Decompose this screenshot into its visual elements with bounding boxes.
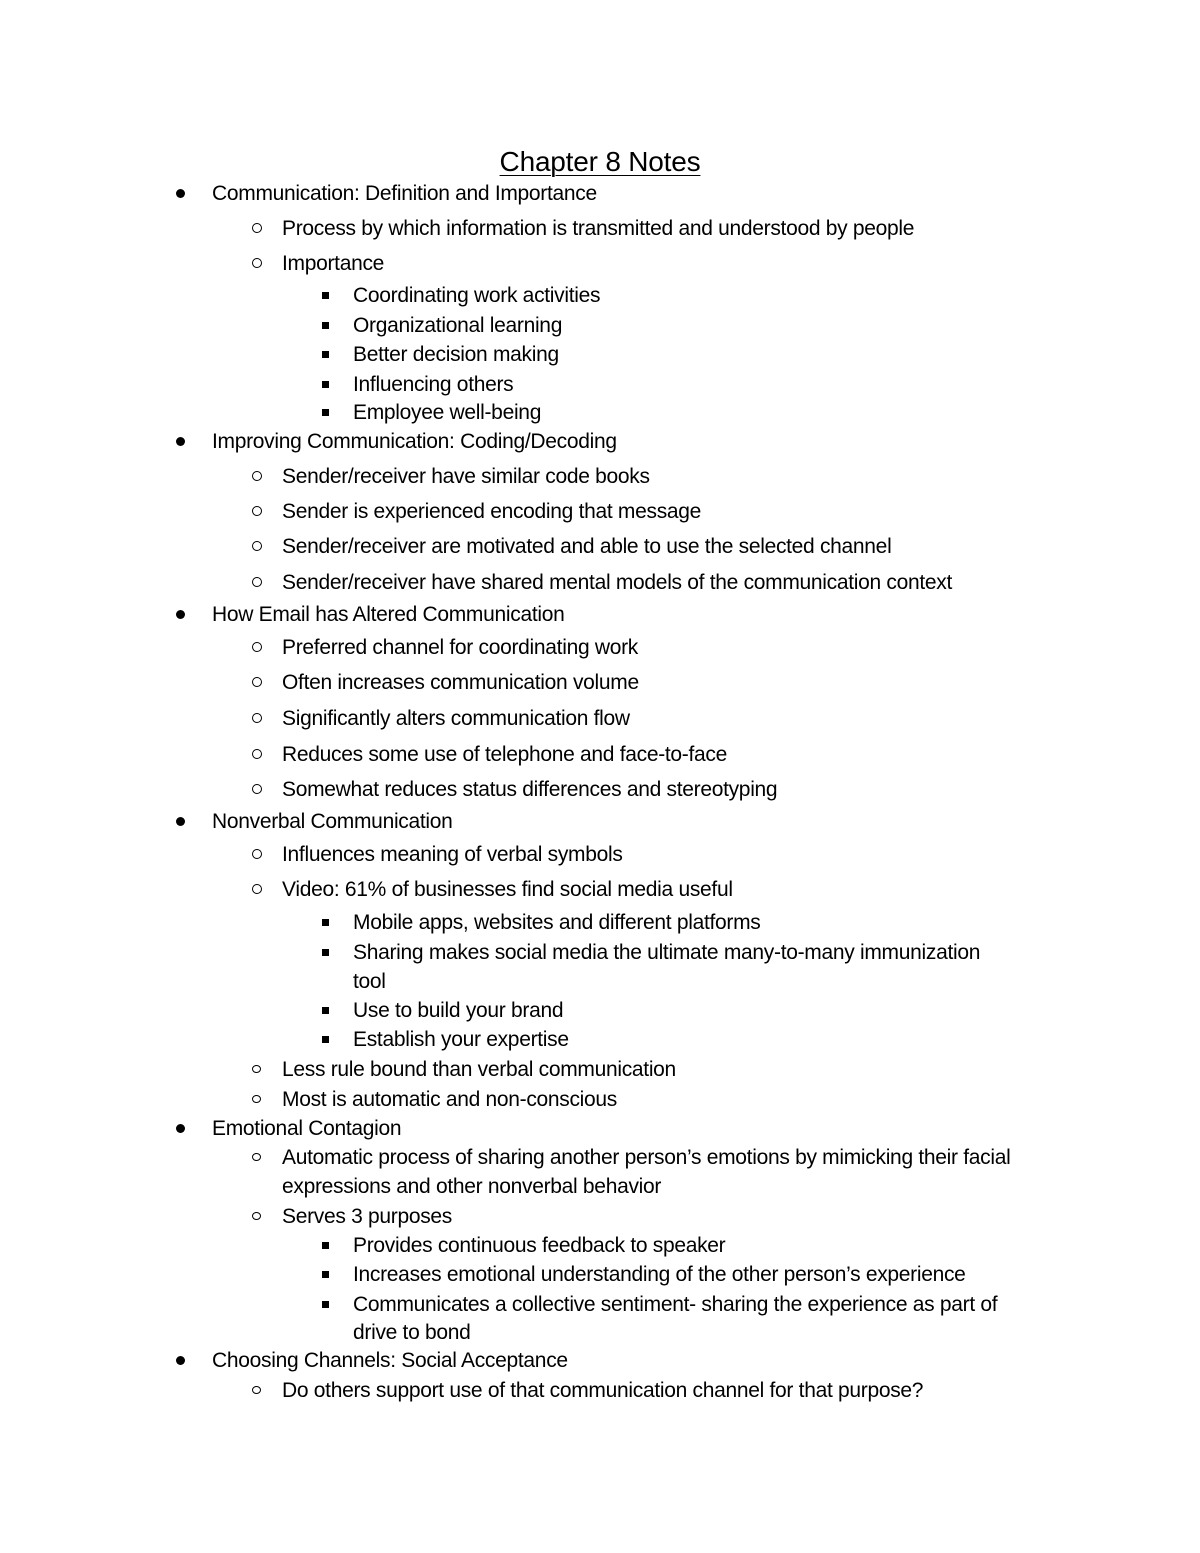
bullet-square-icon — [322, 381, 329, 388]
bullet-square-icon — [322, 919, 329, 926]
bullet-circle-icon — [252, 749, 262, 759]
subitem: Often increases communication volume — [282, 671, 639, 694]
subitem: Significantly alters communication flow — [282, 707, 630, 730]
sub-subitem: Coordinating work activities — [353, 284, 601, 307]
bullet-circle-icon — [252, 677, 262, 687]
bullet-square-icon — [322, 1301, 329, 1308]
sub-subitem: Sharing makes social media the ultimate many-to-many immunization — [353, 941, 981, 964]
subitem: Process by which information is transmitted and understood by people — [282, 217, 915, 240]
sub-subitem: Provides continuous feedback to speaker — [353, 1234, 726, 1257]
bullet-square-icon — [322, 1242, 329, 1249]
subitem: Importance — [282, 252, 385, 275]
subitem: Reduces some use of telephone and face-to-face — [282, 743, 727, 766]
bullet-square-icon — [322, 292, 329, 299]
bullet-small-circle-icon — [252, 1065, 261, 1073]
bullet-square-icon — [322, 322, 329, 329]
subitem: Sender/receiver have similar code books — [282, 465, 650, 488]
subitem-continuation: expressions and other nonverbal behavior — [282, 1175, 662, 1198]
sub-subitem-continuation: tool — [353, 970, 386, 993]
bullet-small-circle-icon — [252, 1386, 261, 1394]
subitem: Sender is experienced encoding that message — [282, 500, 702, 523]
bullet-square-icon — [322, 351, 329, 358]
subitem: Sender/receiver are motivated and able to use the selected channel — [282, 535, 892, 558]
bullet-square-icon — [322, 1036, 329, 1043]
bullet-disc-icon — [176, 1124, 185, 1133]
sub-subitem: Establish your expertise — [353, 1028, 569, 1051]
subitem: Most is automatic and non-conscious — [282, 1088, 618, 1111]
subitem: Do others support use of that communication channel for that purpose? — [282, 1379, 924, 1402]
sub-subitem: Better decision making — [353, 343, 559, 366]
bullet-square-icon — [322, 409, 329, 416]
sub-subitem: Increases emotional understanding of the other person’s experience — [353, 1263, 966, 1286]
bullet-circle-icon — [252, 258, 262, 268]
bullet-circle-icon — [252, 642, 262, 652]
subitem: Serves 3 purposes — [282, 1205, 452, 1228]
bullet-square-icon — [322, 949, 329, 956]
subitem: Preferred channel for coordinating work — [282, 636, 638, 659]
heading-item: Choosing Channels: Social Acceptance — [212, 1349, 568, 1372]
heading-item: Emotional Contagion — [212, 1117, 402, 1140]
sub-subitem-continuation: drive to bond — [353, 1321, 471, 1344]
sub-subitem: Use to build your brand — [353, 999, 564, 1022]
bullet-circle-icon — [252, 577, 262, 587]
subitem: Influences meaning of verbal symbols — [282, 843, 623, 866]
sub-subitem: Employee well-being — [353, 401, 542, 424]
bullet-circle-icon — [252, 223, 262, 233]
sub-subitem: Mobile apps, websites and different platforms — [353, 911, 761, 934]
bullet-disc-icon — [176, 437, 185, 446]
subitem: Sender/receiver have shared mental models of the communication context — [282, 571, 953, 594]
bullet-circle-icon — [252, 849, 262, 859]
bullet-disc-icon — [176, 610, 185, 619]
heading-item: Nonverbal Communication — [212, 810, 453, 833]
page-title: Chapter 8 Notes — [499, 146, 701, 177]
bullet-circle-icon — [252, 541, 262, 551]
bullet-circle-icon — [252, 884, 262, 894]
bullet-circle-icon — [252, 506, 262, 516]
subitem: Automatic process of sharing another person’s emotions by mimicking their facial — [282, 1146, 1011, 1169]
bullet-small-circle-icon — [252, 1153, 261, 1161]
bullet-square-icon — [322, 1007, 329, 1014]
subitem: Video: 61% of businesses find social media useful — [282, 878, 733, 901]
bullet-disc-icon — [176, 189, 185, 198]
bullet-square-icon — [322, 1271, 329, 1278]
subitem: Less rule bound than verbal communication — [282, 1058, 676, 1081]
bullet-circle-icon — [252, 471, 262, 481]
sub-subitem: Organizational learning — [353, 314, 563, 337]
heading-item: How Email has Altered Communication — [212, 603, 565, 626]
heading-item: Improving Communication: Coding/Decoding — [212, 430, 617, 453]
sub-subitem: Influencing others — [353, 373, 514, 396]
bullet-small-circle-icon — [252, 1212, 261, 1220]
subitem: Somewhat reduces status differences and stereotyping — [282, 778, 778, 801]
bullet-circle-icon — [252, 713, 262, 723]
bullet-disc-icon — [176, 817, 185, 826]
heading-item: Communication: Definition and Importance — [212, 182, 597, 205]
bullet-disc-icon — [176, 1356, 185, 1365]
sub-subitem: Communicates a collective sentiment- sharing the experience as part of — [353, 1293, 998, 1316]
bullet-small-circle-icon — [252, 1095, 261, 1103]
bullet-circle-icon — [252, 784, 262, 794]
